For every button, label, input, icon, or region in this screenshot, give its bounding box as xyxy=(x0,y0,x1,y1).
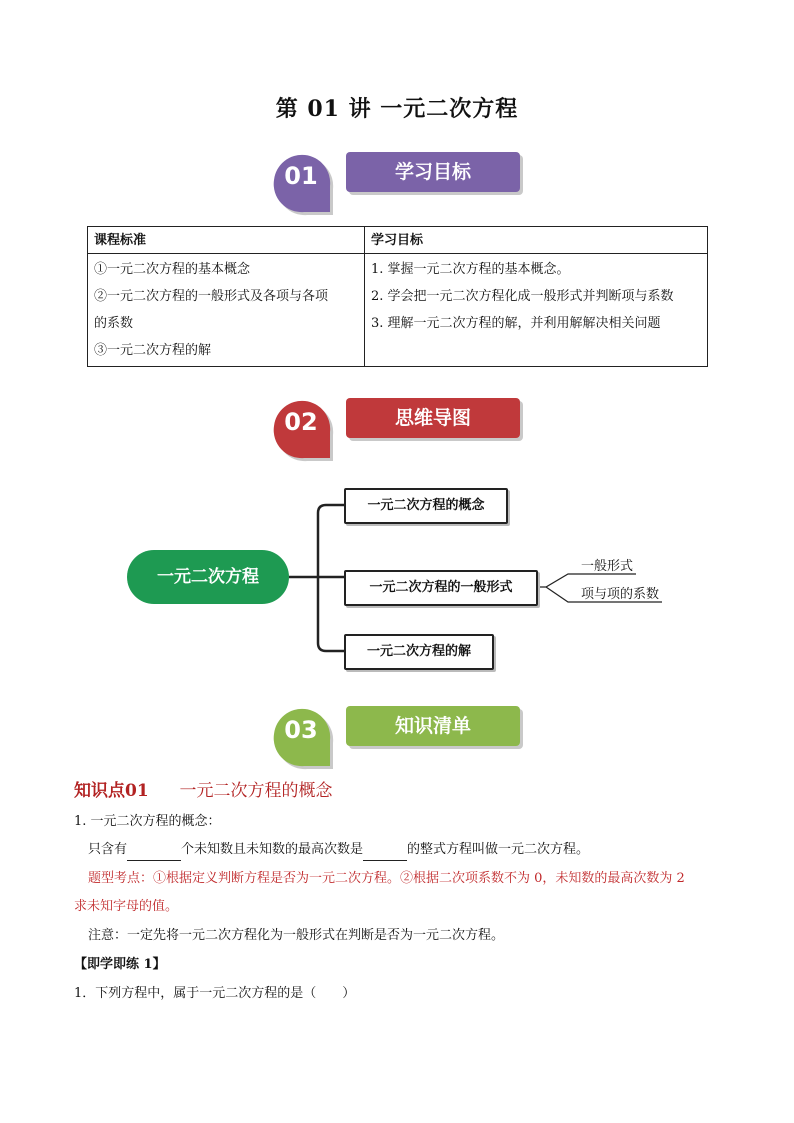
knowledge-item: 1. 一元二次方程的概念： xyxy=(74,814,221,829)
standard-item: ①一元二次方程的基本概念 xyxy=(94,262,251,277)
objective-item: 1. 掌握一元二次方程的基本概念。 xyxy=(371,262,570,277)
practice-heading: 【即学即练 1】 xyxy=(74,957,166,972)
standard-item: ③一元二次方程的解 xyxy=(94,343,212,358)
fill-blank xyxy=(127,840,181,861)
definition-text: 个未知数且未知数的最高次数是 xyxy=(181,842,364,857)
definition-text: 的整式方程叫做一元二次方程。 xyxy=(407,842,590,857)
question-type-text-cont: 求未知字母的值。 xyxy=(74,899,179,914)
knowledge-point-heading xyxy=(74,776,332,801)
section-number: 02 xyxy=(284,408,318,436)
definition-line xyxy=(88,840,589,861)
section-label: 知识清单 xyxy=(346,706,520,746)
question-type-label: 题型考点： xyxy=(88,871,154,886)
knowledge-point-number: 知识点01 xyxy=(74,781,149,801)
page-title: 第 01 讲 一元二次方程 xyxy=(275,96,519,122)
mind-map-node: 一元二次方程的解 xyxy=(344,634,494,670)
mind-map-leaf: 项与项的系数 xyxy=(581,587,660,602)
standard-item: 的系数 xyxy=(94,316,134,331)
mind-map-node: 一元二次方程的概念 xyxy=(344,488,508,524)
section-number: 01 xyxy=(284,162,318,190)
section-label: 学习目标 xyxy=(346,152,520,192)
objective-item: 2. 学会把一元二次方程化成一般形式并判断项与系数 xyxy=(371,289,674,304)
fill-blank xyxy=(363,840,407,861)
mind-map-node: 一元二次方程的一般形式 xyxy=(344,570,538,606)
question-type-text: ①根据定义判断方程是否为一元二次方程。②根据二次项系数不为 0，未知数的最高次数为 2 xyxy=(153,871,685,886)
mind-map-root: 一元二次方程 xyxy=(127,550,289,604)
practice-question: 1．下列方程中，属于一元二次方程的是（ ） xyxy=(74,986,356,1001)
objective-item: 3. 理解一元二次方程的解，并利用解解决相关问题 xyxy=(371,316,661,331)
knowledge-point-title: 一元二次方程的概念 xyxy=(179,781,333,801)
question-type-line xyxy=(88,869,728,889)
section-label: 思维导图 xyxy=(346,398,520,438)
definition-text: 只含有 xyxy=(88,842,128,857)
table-header-standards: 课程标准 xyxy=(88,227,365,254)
note-line: 注意：一定先将一元二次方程化为一般形式在判断是否为一元二次方程。 xyxy=(88,928,505,943)
standard-item: ②一元二次方程的一般形式及各项与各项 xyxy=(94,289,329,304)
mind-map-leaf: 一般形式 xyxy=(581,559,634,574)
table-header-objectives: 学习目标 xyxy=(365,227,708,254)
section-number: 03 xyxy=(284,716,318,744)
